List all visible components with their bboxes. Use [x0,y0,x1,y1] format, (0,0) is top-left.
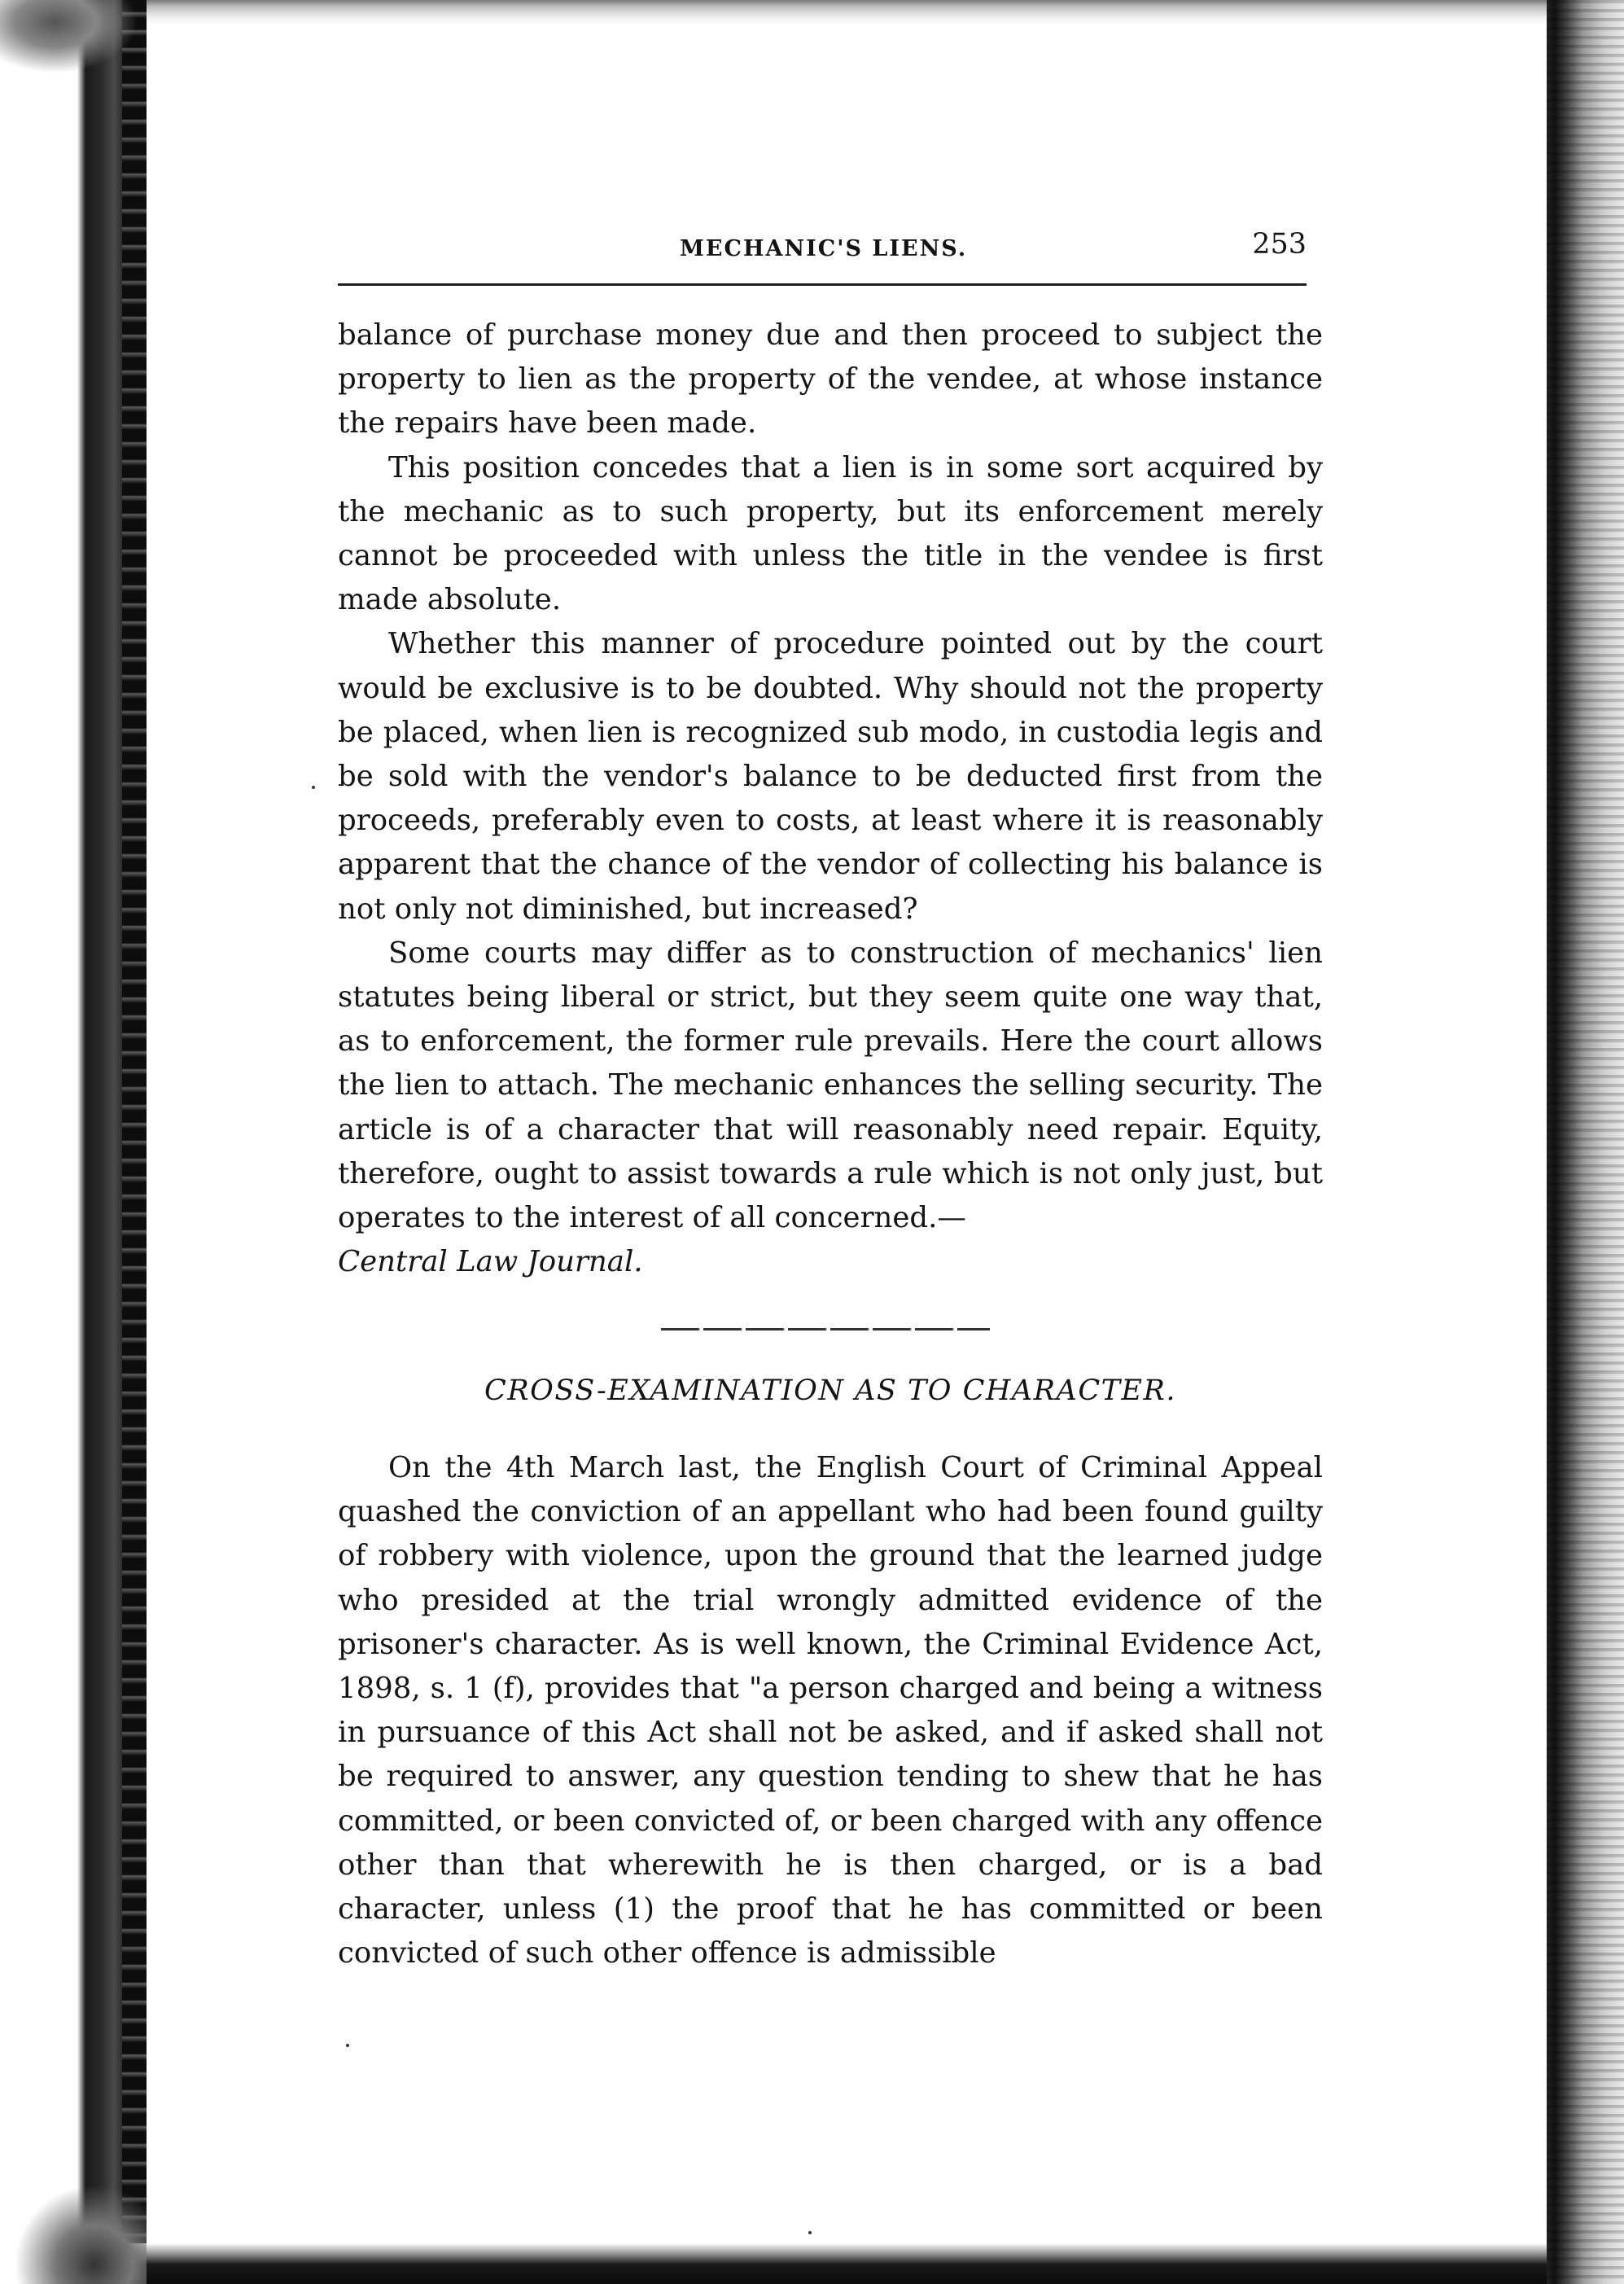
section-divider [661,1328,990,1331]
scan-bottom-edge [122,2243,1547,2284]
page-number: 253 [1252,228,1307,261]
paragraph: On the 4th March last, the English Court of Criminal Appeal quashed the conviction of an appellant who had been found guilty of robbery with violence, upon the ground that the learned judge who presided at the trial wrongly admitted evidence of the prisoner's character. As is well known, the Criminal Evidence Act, 1898, s. 1 (f), provides that "a person charged and being a witness in pursuance of this Act shall not be asked, and if asked shall not be required to answer, any question tending to shew that he has committed, or been convicted of, or been charged with any offence other than that wherewith he is then charged, or is a bad character, unless (1) the proof that he has committed or been convicted of such other offence is admissible [338,1451,1323,1971]
top-section-text [338,313,1323,1284]
paragraph: Whether this manner of procedure pointed out by the court would be exclusive is to be doubted. Why should not the property be placed, when lien is recognized sub modo, in custodia legis and be sold with the vendor's balance to be deducted first from the proceeds, preferably even to costs, at least where it is reasonably apparent that the chance of the vendor of collecting his balance is not only not diminished, but increased? [338,627,1323,926]
second-section-text [338,1446,1323,1975]
scan-corner-bottom-left [16,2186,147,2284]
running-header [338,220,1307,277]
header-rule [338,283,1307,286]
paragraph: This position concedes that a lien is in some sort acquired by the mechanic as to such property, but its enforcement merely cannot be proceeded with unless the title in the vendee is first made absolute. [338,450,1323,617]
source-citation [338,1240,1323,1284]
scan-right-edge-texture [1547,0,1624,2284]
source-title: Central Law Journal. [338,1245,643,1279]
running-title: MECHANIC'S LIENS. [680,236,968,261]
scan-corner-top-left [0,0,138,73]
stray-mark [346,2044,349,2047]
paragraph-continued: balance of purchase money due and then proceed to subject the property to lien as the property of the vendee, at whose instance the repairs have been made. [338,318,1323,441]
stray-mark [808,2231,812,2234]
scan-top-edge [147,0,1547,24]
paragraph: Some courts may differ as to construction of mechanics' lien statutes being liberal or strict, but they seem quite one way that, as to enforcement, the former rule prevails. Here the court allows the lien to attach. The mechanic enhances the selling security. The article is of a character that will reasonably need repair. Equity, therefore, ought to assist towards a rule which is not only just, but operates to the interest of all concerned.— [338,936,1323,1235]
stray-mark [312,786,315,789]
scan-binding-shadow [122,0,147,2284]
section-heading: CROSS-EXAMINATION AS TO CHARACTER. [484,1374,1176,1407]
